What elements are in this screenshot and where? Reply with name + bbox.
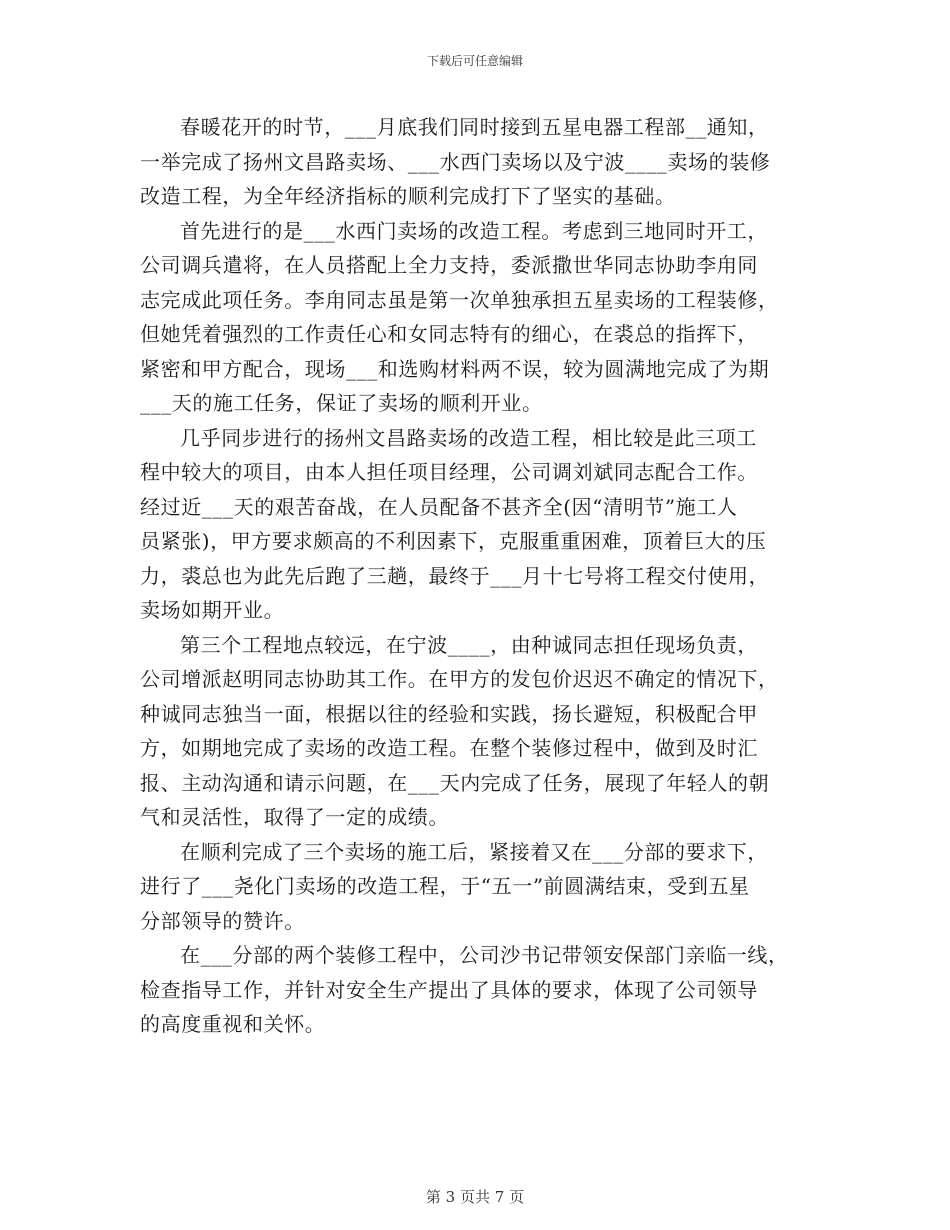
text-line: 卖场如期开业。 (140, 598, 285, 622)
text-line: 志完成此项任务。李甪同志虽是第一次单独承担五星卖场的工程装修， (140, 287, 779, 312)
paragraph (140, 421, 830, 628)
paragraph (140, 214, 830, 421)
paragraph (140, 628, 830, 835)
text-line: 进行了___尧化门卖场的改造工程，于“五一”前圆满结束，受到五星 (140, 874, 750, 898)
text-line: 在___分部的两个装修工程中，公司沙书记带领安保部门亲临一线， (180, 943, 789, 967)
text-line: 方，如期地完成了卖场的改造工程。在整个装修过程中，做到及时汇 (140, 736, 758, 760)
text-line: 紧密和甲方配合，现场___和选购材料两不误，较为圆满地完成了为期 (140, 356, 770, 381)
document-body (140, 110, 830, 1042)
text-line: 报、主动沟通和请示问题，在___天内完成了任务，展现了年轻人的朝 (140, 770, 770, 795)
text-line: 检查指导工作，并针对安全生产提出了具体的要求，体现了公司领导 (140, 977, 758, 1002)
text-line: 公司增派赵明同志协助其工作。在甲方的发包价迟迟不确定的情况下， (140, 667, 779, 691)
text-line: 一举完成了扬州文昌路卖场、___水西门卖场以及宁波____卖场的装修 (140, 149, 771, 174)
text-line: 改造工程，为全年经济指标的顺利完成打下了坚实的基础。 (140, 184, 676, 208)
text-line: 几乎同步进行的扬州文昌路卖场的改造工程，相比较是此三项工 (180, 425, 757, 450)
text-line: 程中较大的项目，由本人担任项目经理，公司调刘斌同志配合工作。 (140, 460, 758, 484)
text-line: 的高度重视和关怀。 (140, 1012, 326, 1036)
page-footer: 第 3 页共 7 页 (425, 1188, 525, 1206)
paragraph (140, 938, 830, 1042)
text-line: 经过近___天的艰苦奋战，在人员配备不甚齐全(因“清明节”施工人 (140, 494, 738, 519)
page-header: 下载后可任意编辑 (426, 54, 523, 68)
text-line: 分部领导的赞许。 (140, 908, 305, 933)
paragraph (140, 110, 830, 214)
text-line: 首先进行的是___水西门卖场的改造工程。考虑到三地同时开工， (180, 218, 768, 243)
text-line: 但她凭着强烈的工作责任心和女同志特有的细心，在裘总的指挥下， (140, 322, 758, 346)
text-line: ___天的施工任务，保证了卖场的顺利开业。 (140, 391, 543, 415)
text-line: 种诚同志独当一面，根据以往的经验和实践，扬长避短，积极配合甲 (140, 701, 758, 726)
text-line: 春暖花开的时节，___月底我们同时接到五星电器工程部__通知， (180, 115, 769, 139)
text-line: 气和灵活性，取得了一定的成绩。 (140, 805, 449, 829)
text-line: 力，裘总也为此先后跑了三趟，最终于___月十七号将工程交付使用， (140, 563, 770, 588)
paragraph (140, 835, 830, 939)
text-line: 第三个工程地点较远，在宁波____，由种诚同志担任现场负责， (180, 632, 758, 657)
text-line: 员紧张)，甲方要求颇高的不利因素下，克服重重困难，顶着巨大的压 (140, 529, 767, 553)
text-line: 在顺利完成了三个卖场的施工后，紧接着又在___分部的要求下， (180, 839, 768, 864)
text-line: 公司调兵遣将，在人员搭配上全力支持，委派撒世华同志协助李甪同 (140, 253, 758, 277)
